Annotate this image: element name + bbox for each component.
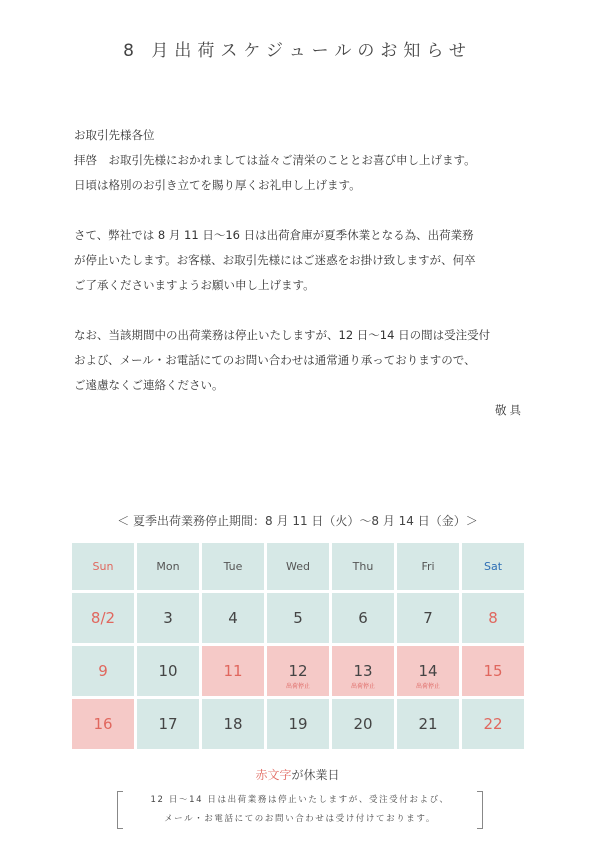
paragraph-2-line-1: なお、当該期間中の出荷業務は停止いたしますが、12 日〜14 日の間は受注受付: [74, 328, 491, 342]
calendar-day: [267, 593, 329, 643]
shipping-stop-note: 出荷停止: [350, 683, 375, 690]
calendar-day: [72, 646, 134, 696]
calendar-day: [397, 699, 459, 749]
day-number: 4: [228, 609, 238, 627]
calendar-day: [72, 593, 134, 643]
notice-line-1: 12 日〜14 日は出荷業務は停止いたしますが、受注受付および、: [150, 795, 450, 805]
day-number: 8/2: [90, 609, 116, 627]
day-number: 12: [288, 662, 308, 680]
shipping-stop-note: 出荷停止: [285, 683, 310, 690]
day-number: 15: [483, 662, 503, 680]
recipient: お取引先様各位: [74, 128, 155, 142]
day-number: 14: [418, 662, 438, 680]
calendar-day: [462, 699, 524, 749]
calendar-day: [137, 593, 199, 643]
day-number: 9: [98, 662, 108, 680]
calendar-day: [462, 646, 524, 696]
calendar-day: [397, 646, 459, 696]
calendar-day: [137, 646, 199, 696]
day-number: 17: [158, 715, 178, 733]
legend: [0, 766, 595, 783]
day-number: 19: [288, 715, 308, 733]
weekday-header: Sun: [72, 543, 134, 590]
calendar-day: [267, 646, 329, 696]
calendar-grid: [72, 543, 524, 749]
left-bracket: [117, 791, 123, 829]
shipping-stop-note: 出荷停止: [415, 683, 440, 690]
legend-red-text: 赤文字: [255, 768, 292, 782]
calendar-day: [332, 593, 394, 643]
weekday-header: Fri: [397, 543, 459, 590]
day-number: 20: [353, 715, 373, 733]
day-number: 10: [158, 662, 178, 680]
day-number: 3: [163, 609, 173, 627]
weekday-header: Sat: [462, 543, 524, 590]
day-number: 21: [418, 715, 438, 733]
weekday-header: Mon: [137, 543, 199, 590]
day-number: 6: [358, 609, 368, 627]
calendar-day: [332, 646, 394, 696]
paragraph-2-line-3: ご遠慮なくご連絡ください。: [74, 378, 224, 392]
paragraph-1-line-3: ご了承くださいますようお願い申し上げます。: [74, 278, 315, 292]
calendar-day: [137, 699, 199, 749]
notice-box: [117, 791, 483, 829]
greeting-line-2: 日頃は格別のお引き立てを賜り厚くお礼申し上げます。: [74, 178, 361, 192]
calendar-day: [202, 593, 264, 643]
day-number: 5: [293, 609, 303, 627]
day-number: 11: [223, 662, 243, 680]
calendar-day: [397, 593, 459, 643]
greeting-line: 拝啓 お取引先様におかれましては益々ご清栄のこととお喜び申し上げます。: [74, 153, 476, 167]
page-title: 8 月出荷スケジュールのお知らせ: [123, 41, 472, 61]
weekday-header: Wed: [267, 543, 329, 590]
calendar-title: ＜ 夏季出荷業務停止期間：8 月 11 日（火）〜8 月 14 日（金）＞: [117, 514, 478, 528]
legend-rest-text: が休業日: [291, 768, 340, 782]
day-number: 13: [353, 662, 373, 680]
paragraph-1-line-1: さて、弊社では 8 月 11 日〜16 日は出荷倉庫が夏季休業となる為、出荷業務: [74, 228, 474, 242]
day-number: 18: [223, 715, 243, 733]
notice-line-2: メール・お電話にてのお問い合わせは受け付けております。: [164, 814, 436, 824]
weekday-header: Tue: [202, 543, 264, 590]
day-number: 7: [423, 609, 433, 627]
right-bracket: [477, 791, 483, 829]
weekday-header: Thu: [332, 543, 394, 590]
day-number: 16: [93, 715, 113, 733]
calendar-day: [202, 699, 264, 749]
calendar-day: [267, 699, 329, 749]
paragraph-1-line-2: が停止いたします。お客様、お取引先様にはご迷惑をお掛け致しますが、何卒: [74, 253, 476, 267]
calendar-day: [462, 593, 524, 643]
calendar-day: [72, 699, 134, 749]
day-number: 8: [488, 609, 498, 627]
letter-body: [74, 123, 524, 423]
closing: 敬具: [495, 403, 524, 417]
calendar-day: [332, 699, 394, 749]
calendar-day: [202, 646, 264, 696]
paragraph-2-line-2: および、メール・お電話にてのお問い合わせは通常通り承っておりますので、: [74, 353, 476, 367]
day-number: 22: [483, 715, 503, 733]
